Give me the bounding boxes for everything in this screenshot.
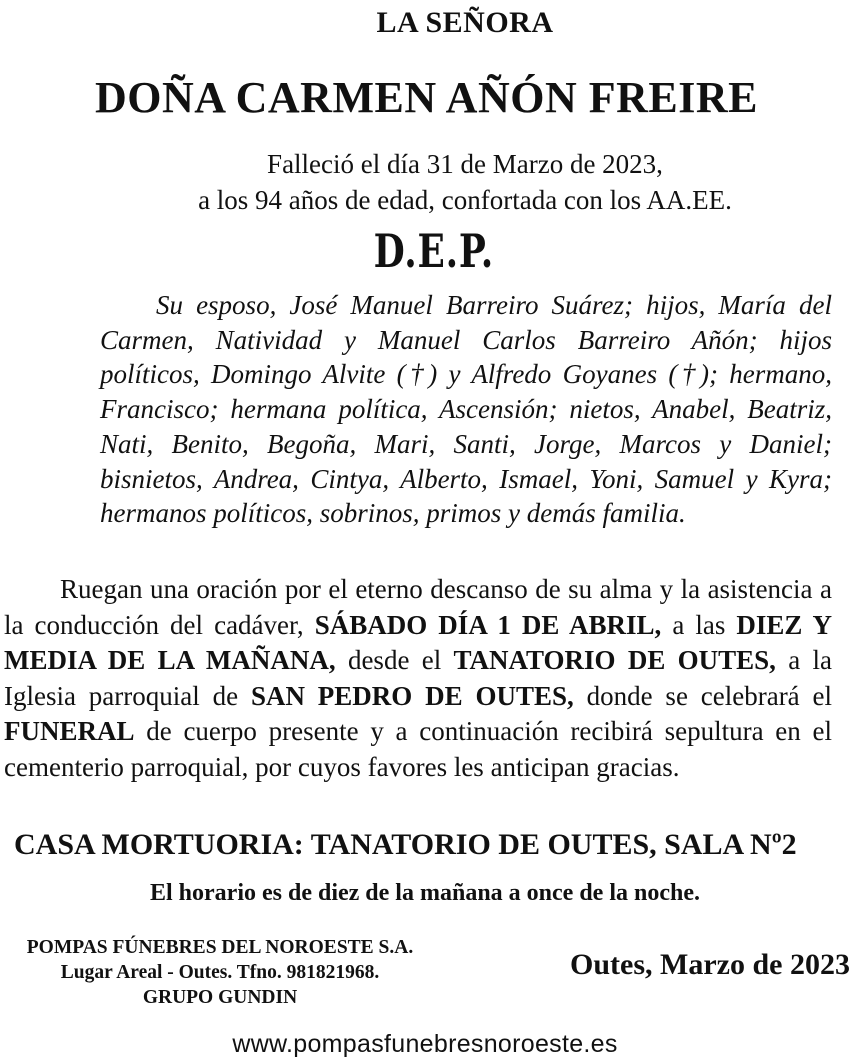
family-paragraph: Su esposo, José Manuel Barreiro Suárez; hijos, María del Carmen, Natividad y Manuel Carlos Barreiro Añón; hijos políticos, Domingo Alvite (†) y Alfredo Goyanes (†); hermano, Francisco; hermana política, Ascensión; nietos, Anabel, Beatriz, Nati, Benito, Begoña, Mari, Santi, Jorge, Marcos y Daniel; bisnietos, Andrea, Cintya, Alberto, Ismael, Yoni, Samuel y Kyra; hermanos políticos, sobrinos, primos y demás familia. — [100, 290, 832, 529]
deceased-name: DOÑA CARMEN AÑÓN FREIRE — [95, 73, 758, 122]
company-name: POMPAS FÚNEBRES DEL NOROESTE S.A. — [26, 937, 414, 958]
visiting-hours: El horario es de diez de la mañana a once de la noche. — [150, 880, 700, 906]
prayer-text-6: de cuerpo presente y a continuación recibirá sepultura en el cementerio parroquial, por cuyos favores les anticipan gracias. — [4, 716, 832, 782]
prayer-funeral: FUNERAL — [4, 716, 135, 747]
prayer-text-5: donde se celebrará el — [573, 680, 832, 711]
notice-title: LA SEÑORA — [376, 6, 554, 39]
company-group: GRUPO GUNDIN — [142, 987, 298, 1008]
prayer-time: DIEZ Y MEDIA DE LA MAÑANA, — [4, 609, 832, 676]
prayer-date: SÁBADO DÍA 1 DE ABRIL, — [314, 609, 662, 640]
prayer-text-2: a las — [661, 609, 737, 640]
prayer-origin: TANATORIO DE OUTES, — [453, 645, 776, 676]
prayer-text-1: Ruegan una oración por el eterno descanso de su alma y la asistencia a la conducción del cadáver, — [4, 574, 832, 640]
death-age-line: a los 94 años de edad, confortada con los AA.EE. — [198, 185, 732, 215]
prayer-paragraph — [4, 572, 832, 786]
prayer-church: SAN PEDRO DE OUTES, — [250, 680, 574, 711]
funeral-company — [0, 935, 440, 1010]
company-address: Lugar Areal - Outes. Tfno. 981821968. — [60, 962, 380, 983]
prayer-text-3: desde el — [335, 645, 454, 676]
prayer-text-4: a la Iglesia parroquial de — [4, 645, 832, 711]
dep-heading: D.E.P. — [373, 224, 494, 278]
death-date-line: Falleció el día 31 de Marzo de 2023, — [267, 149, 663, 179]
website-link[interactable]: www.pompasfunebresnoroeste.es — [232, 1030, 618, 1058]
death-info — [0, 146, 850, 218]
casa-mortuoria: CASA MORTUORIA: TANATORIO DE OUTES, SALA Nº2 — [14, 828, 797, 861]
place-date: Outes, Marzo de 2023 — [570, 948, 850, 981]
